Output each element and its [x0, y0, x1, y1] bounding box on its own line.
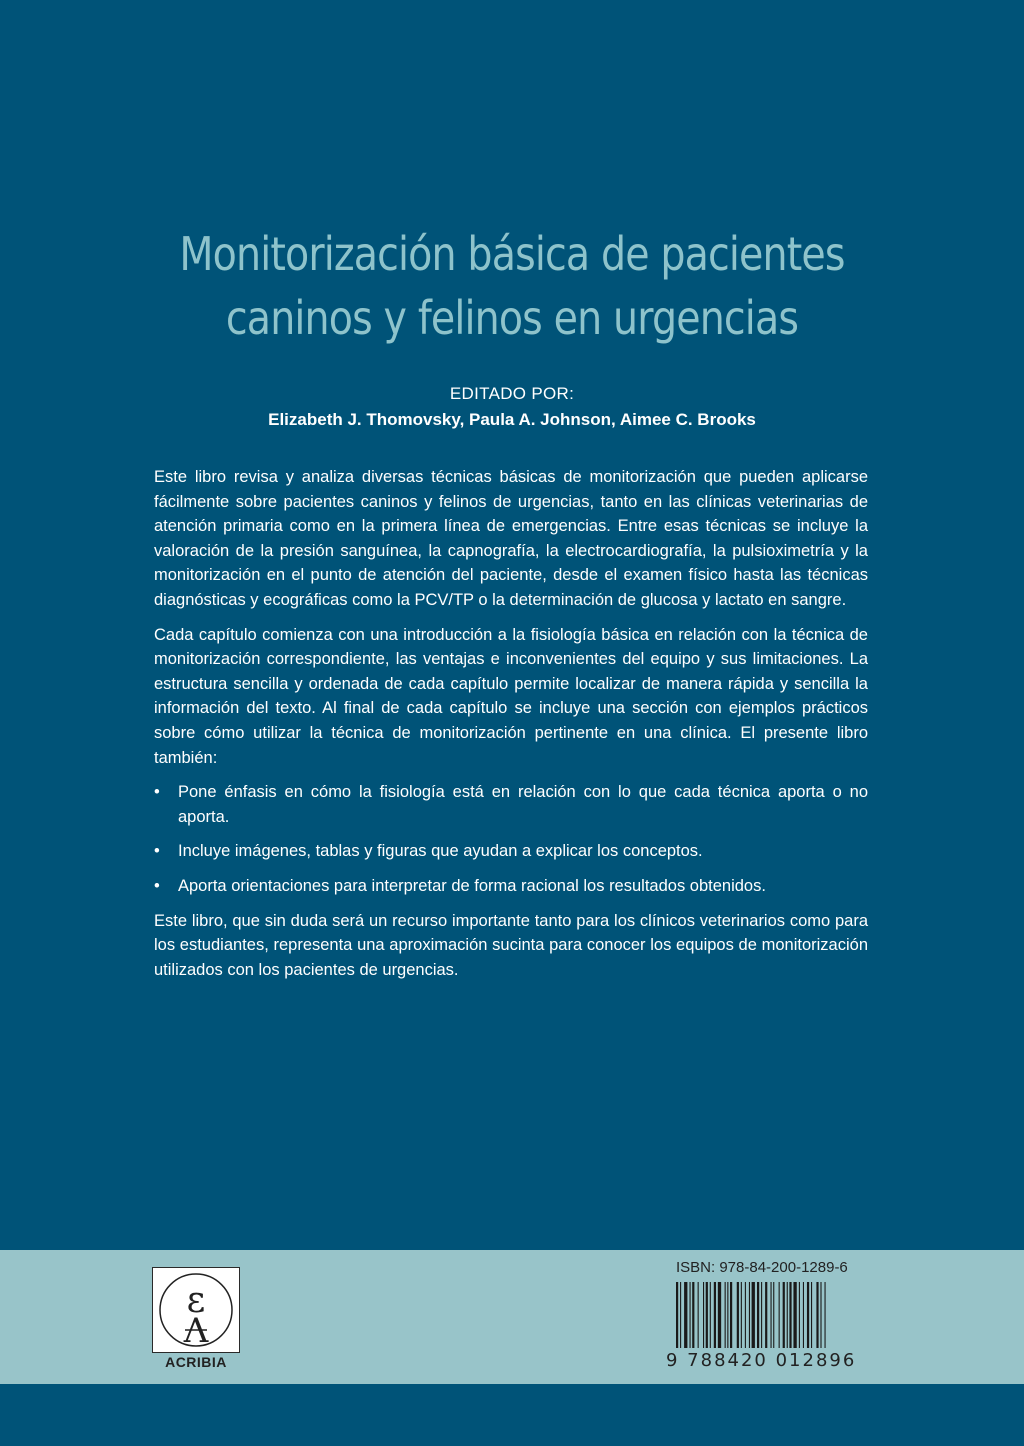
feature-list [154, 780, 868, 898]
barcode-bar [757, 1282, 759, 1348]
paragraph-2: Cada capítulo comienza con una introducción a la fisiología básica en relación con la técnica de monitorización correspondiente, las ventajas e inconvenientes del equipo y sus limitaciones. La estructura sencilla y ordenada de cada capítulo permite localizar de manera rápida y sencilla la información del texto. Al final de cada capítulo se incluye una sección con ejemplos prácticos sobre cómo utilizar la técnica de monitorización pertinente en una clínica. El presente libro también: [154, 625, 868, 767]
publisher-name: ACRIBIA [165, 1354, 227, 1370]
barcode-bar [773, 1282, 774, 1348]
barcode-bar [727, 1282, 728, 1348]
barcode-icon [676, 1282, 866, 1348]
isbn-label: ISBN: 978-84-200-1289-6 [676, 1259, 848, 1276]
barcode-bar [718, 1282, 721, 1348]
barcode-bar [787, 1282, 788, 1348]
barcode-bar [771, 1282, 772, 1348]
paragraph-1: Este libro revisa y analiza diversas técnicas básicas de monitorización que pueden aplicarse fácilmente sobre pacientes caninos y felinos de urgencias, tanto en las clínicas veterinarias de atención primaria como en la primera línea de emergencias. Entre esas técnicas se incluye la valoración de la presión sanguínea, la capnografía, la electrocardiografía, la pulsioximetría y la monitorización en el punto de atención del paciente, desde el examen físico hasta las técnicas diagnósticas y ecográficas como la PCV/TP o la determinación de glucosa y lactato en sangre. [154, 468, 868, 609]
barcode-bar [680, 1282, 681, 1348]
barcode-bar [684, 1282, 687, 1348]
barcode-bar [745, 1282, 746, 1348]
barcode-bar [825, 1282, 826, 1348]
barcode-bar [749, 1282, 750, 1348]
paragraph-3: Este libro, que sin duda será un recurso importante tanto para los clínicos veterinarios como para los estudiantes, representa una aproximación sucinta para conocer los equipos de monitorización utilizados con los pacientes de urgencias. [154, 911, 868, 979]
barcode-bar [789, 1282, 791, 1348]
book-title [123, 222, 900, 350]
list-item-text: Aporta orientaciones para interpretar de forma racional los resultados obtenidos. [178, 876, 766, 895]
barcode-bar [799, 1282, 800, 1348]
acribia-logo-icon [152, 1267, 240, 1353]
barcode-bar [793, 1282, 796, 1348]
barcode-bar [676, 1282, 678, 1348]
barcode-bar [807, 1282, 809, 1348]
list-item [154, 839, 868, 864]
barcode-bar [811, 1282, 812, 1348]
list-item-text: Incluye imágenes, tablas y figuras que ayudan a explicar los conceptos. [178, 842, 703, 861]
bullet-icon: • [154, 842, 160, 861]
description-text [154, 465, 868, 992]
barcode-bar [816, 1282, 818, 1348]
barcode-bar [710, 1282, 711, 1348]
bullet-icon: • [154, 876, 160, 895]
svg-text:ε: ε [186, 1280, 206, 1321]
title-line-2: caninos y felinos en urgencias [225, 291, 799, 345]
barcode-bar [741, 1282, 742, 1348]
barcode-bar [803, 1282, 804, 1348]
barcode-bar [752, 1282, 755, 1348]
editors-block [100, 382, 924, 434]
bullet-icon: • [154, 783, 160, 802]
barcode-bar [698, 1282, 699, 1348]
list-item [154, 874, 868, 899]
barcode-bar [703, 1282, 704, 1348]
barcode-bar [706, 1282, 708, 1348]
barcode-bar [692, 1282, 694, 1348]
barcode-bar [725, 1282, 726, 1348]
list-item [154, 780, 868, 829]
barcode-bar [737, 1282, 739, 1348]
barcode-bar [779, 1282, 780, 1348]
barcode-bar [690, 1282, 691, 1348]
barcode-bar [730, 1282, 732, 1348]
editor-names: Elizabeth J. Thomovsky, Paula A. Johnson, Aimee C. Brooks [268, 410, 756, 429]
svg-text:Λ: Λ [183, 1311, 209, 1351]
barcode-bar [765, 1282, 767, 1348]
barcode-bar [820, 1282, 821, 1348]
barcode-digits: 9 788420 012896 [666, 1350, 857, 1371]
title-line-1: Monitorización básica de pacientes [179, 227, 845, 281]
edited-by-label: EDITADO POR: [449, 384, 575, 403]
barcode-bar [761, 1282, 762, 1348]
barcode-bar [714, 1282, 716, 1348]
barcode-bar [783, 1282, 785, 1348]
list-item-text: Pone énfasis en cómo la fisiología está en relación con lo que cada técnica aporta o no aporta. [178, 783, 868, 826]
